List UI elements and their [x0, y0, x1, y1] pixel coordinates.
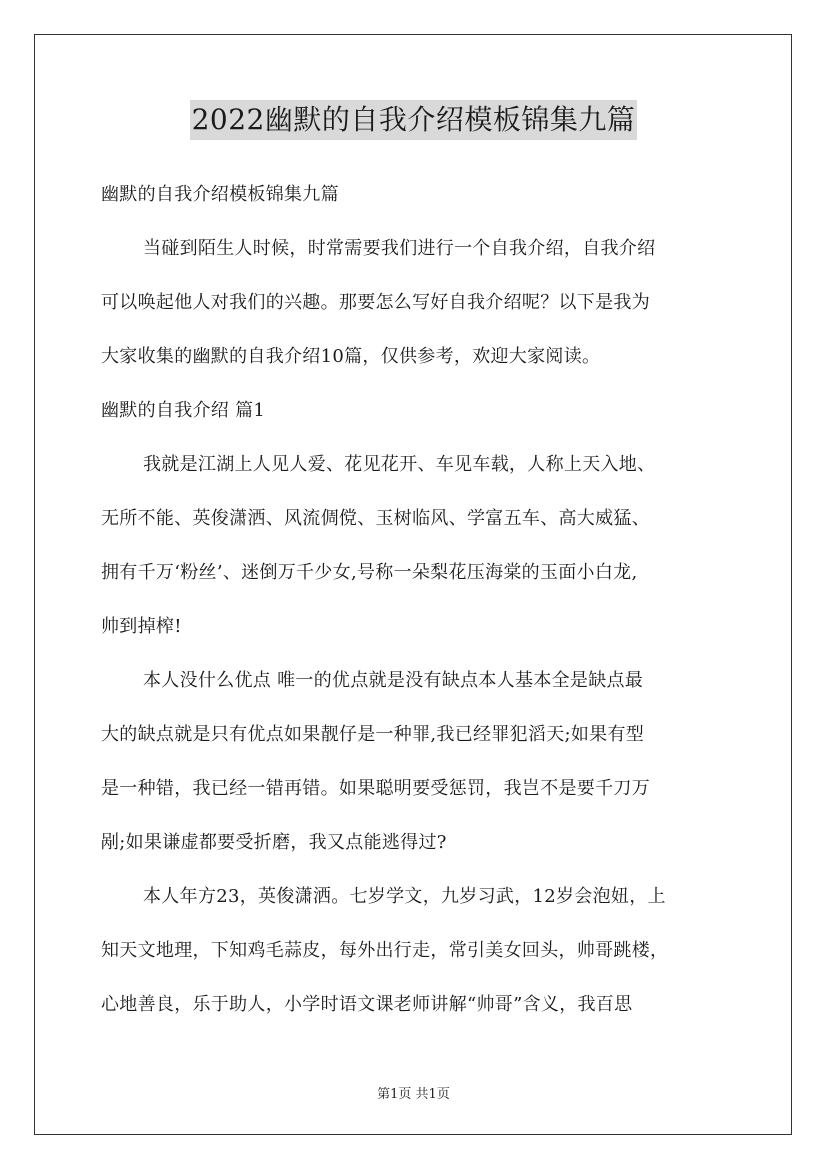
text-line: 当碰到陌生人时候，时常需要我们进行一个自我介绍，自我介绍: [143, 238, 656, 259]
text-line: 本人年方23，英俊潇洒。七岁学文，九岁习武，12岁会泡妞，上: [143, 886, 666, 907]
text-line: 剐;如果谦虚都要受折磨，我又点能逃得过?: [101, 832, 447, 853]
title-container: [0, 100, 827, 140]
text-line: 可以唤起他人对我们的兴趣。那要怎么写好自我介绍呢？以下是我为: [101, 292, 650, 313]
page-footer: 第1页 共1页: [377, 1087, 450, 1102]
document-body: [101, 168, 741, 1032]
document-title: 2022幽默的自我介绍模板锦集九篇: [190, 100, 638, 140]
text-line: 心地善良，乐于助人，小学时语文课老师讲解“帅哥”含义，我百思: [101, 994, 633, 1015]
text-line: 幽默的自我介绍 篇1: [101, 400, 266, 421]
text-line: 本人没什么优点 唯一的优点就是没有缺点本人基本全是缺点最: [143, 670, 644, 691]
text-line: 是一种错，我已经一错再错。如果聪明要受惩罚，我岂不是要千刀万: [101, 778, 650, 799]
text-line: 拥有千万‘粉丝’、迷倒万千少女,号称一朵梨花压海棠的玉面小白龙,: [101, 562, 638, 583]
text-line: 无所不能、英俊潇洒、风流倜傥、玉树临风、学富五车、高大威猛、: [101, 508, 650, 529]
text-line: 大的缺点就是只有优点如果靓仔是一种罪,我已经罪犯滔天;如果有型: [101, 724, 645, 745]
text-line: 知天文地理，下知鸡毛蒜皮，每外出行走，常引美女回头，帅哥跳楼，: [101, 940, 669, 961]
text-line: 幽默的自我介绍模板锦集九篇: [101, 184, 339, 205]
text-line: 大家收集的幽默的自我介绍10篇，仅供参考，欢迎大家阅读。: [101, 346, 601, 367]
text-line: 我就是江湖上人见人爱、花见花开、车见车载，人称上天入地、: [143, 454, 656, 475]
text-line: 帅到掉榨!: [101, 616, 182, 637]
